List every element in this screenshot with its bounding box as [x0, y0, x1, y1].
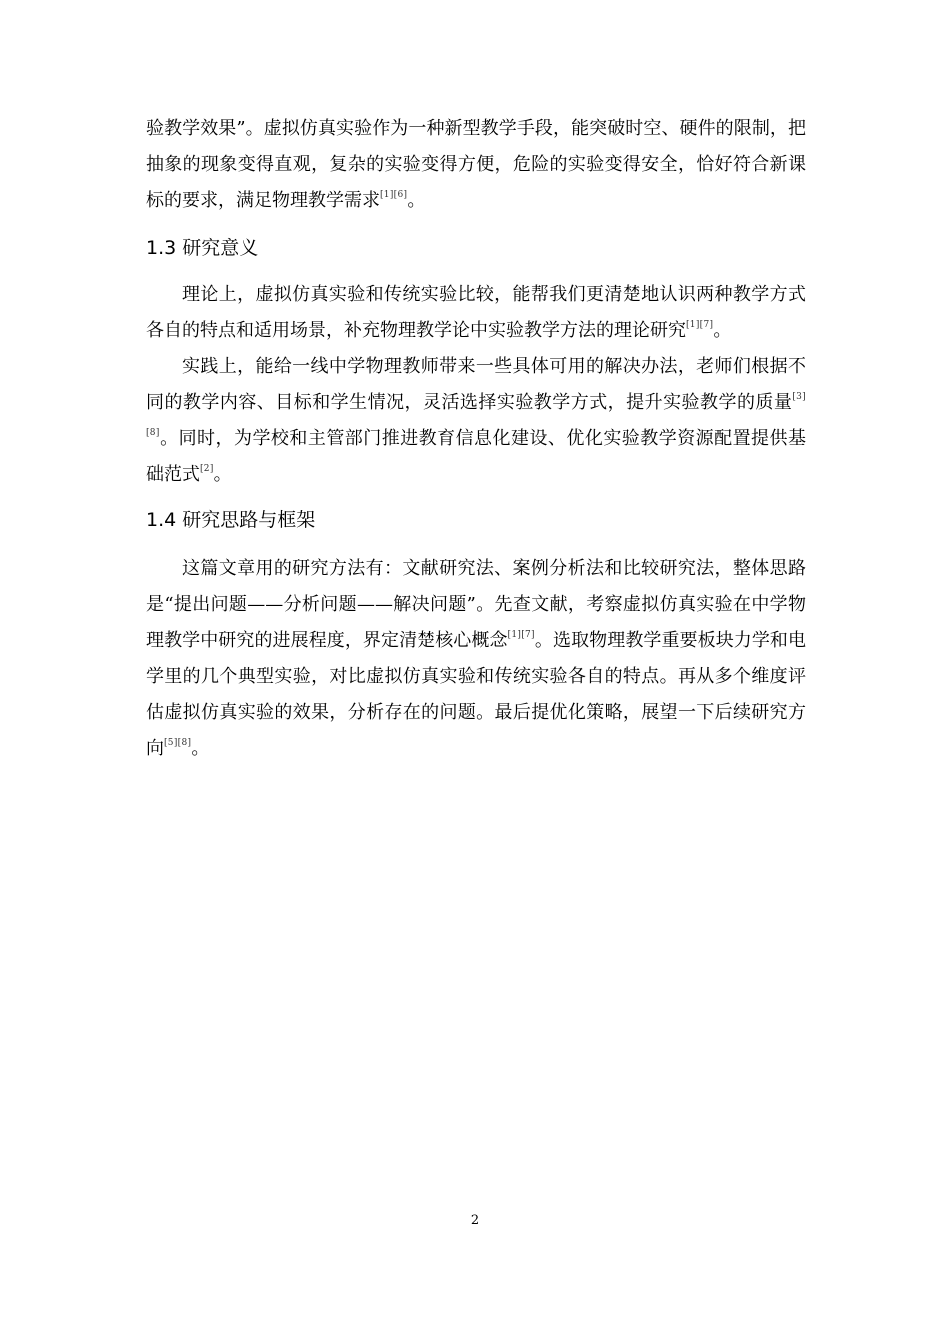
paragraph-text: 这篇文章用的研究方法有：文献研究法、案例分析法和比较研究法，整体思路是“提出问题——分析问题——解决问题”。先查文献，考察虚拟仿真实验在中学物理教学中研究的进展程度，界定清楚核心概念	[146, 558, 806, 651]
paragraph-methods	[146, 551, 806, 767]
paragraph-end: 。	[407, 190, 426, 211]
citation: [2]	[200, 464, 214, 474]
citation: [1][7]	[507, 630, 535, 640]
page-content	[146, 111, 806, 767]
paragraph-end: 。	[191, 738, 210, 759]
citation: [3][8]	[146, 392, 806, 438]
paragraph-text: 。选取物理教学重要板块力学和电学里的几个典型实验，对比虚拟仿真实验和传统实验各自的特点。再从多个维度评估虚拟仿真实验的效果，分析存在的问题。最后提优化策略，展望一下后续研究方向	[146, 630, 807, 759]
section-heading-1-3: 1.3 研究意义	[146, 237, 259, 259]
citation: [1][6]	[380, 190, 408, 200]
citation: [5][8]	[164, 738, 192, 748]
paragraph-end: 。	[213, 464, 232, 485]
paragraph-text: 验教学效果”。虚拟仿真实验作为一种新型教学手段，能突破时空、硬件的限制，把抽象的现象变得直观，复杂的实验变得方便，危险的实验变得安全，恰好符合新课标的要求，满足物理教学需求	[146, 118, 806, 211]
page-number: 2	[470, 1213, 480, 1228]
paragraph-text: 。同时，为学校和主管部门推进教育信息化建设、优化实验教学资源配置提供基础范式	[146, 428, 806, 485]
paragraph-text: 实践上，能给一线中学物理教师带来一些具体可用的解决办法，老师们根据不同的教学内容、目标和学生情况，灵活选择实验教学方式，提升实验教学的质量	[146, 356, 806, 413]
paragraph-end: 。	[713, 320, 732, 341]
section-heading-1-4: 1.4 研究思路与框架	[146, 509, 316, 531]
citation: [1][7]	[686, 320, 714, 330]
paragraph-theory	[146, 277, 806, 349]
paragraph-practice	[146, 349, 806, 493]
paragraph-text: 理论上，虚拟仿真实验和传统实验比较，能帮我们更清楚地认识两种教学方式各自的特点和适用场景，补充物理教学论中实验教学方法的理论研究	[146, 284, 806, 341]
continuation-paragraph	[146, 111, 806, 219]
